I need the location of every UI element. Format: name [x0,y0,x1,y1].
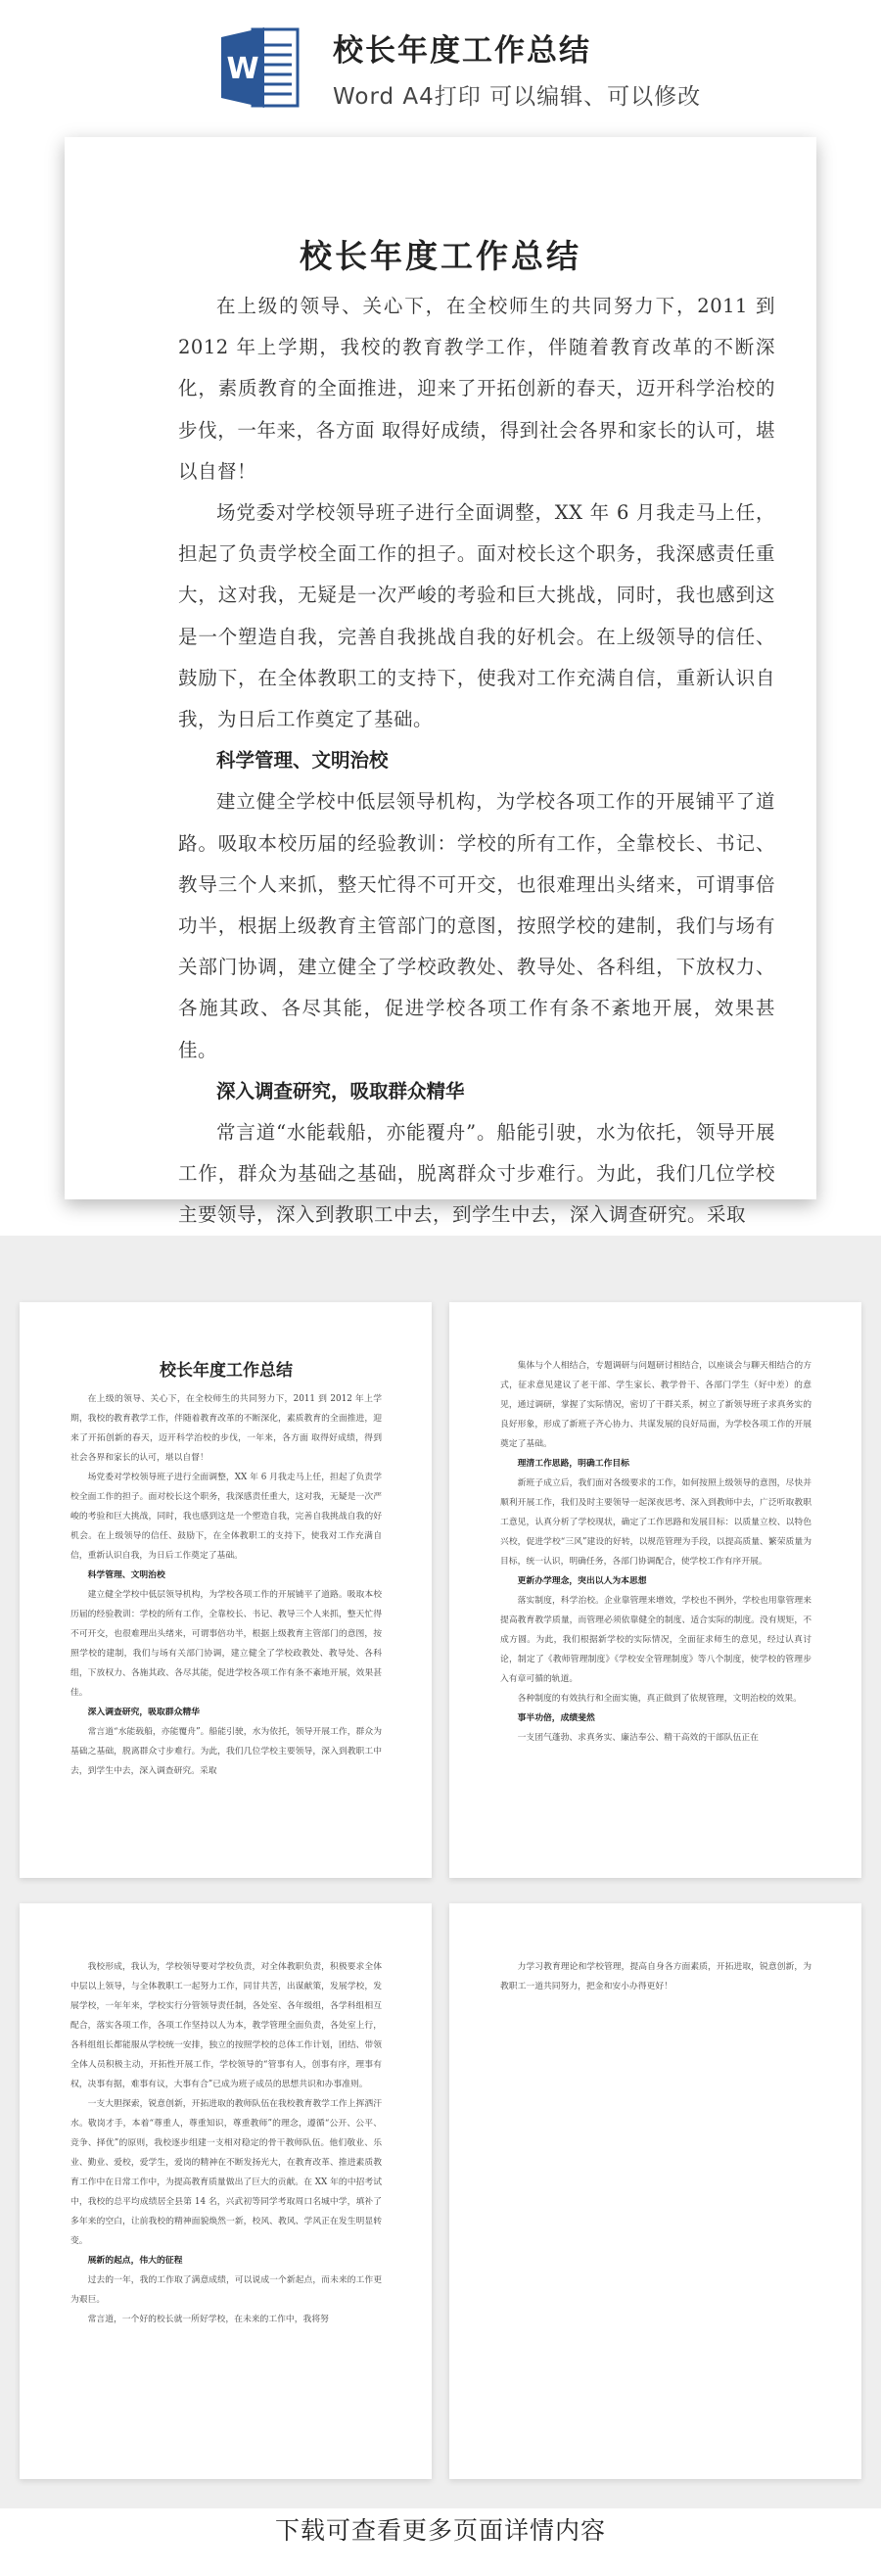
paragraph: 常言道“水能载船，亦能覆舟”。船能引驶，水为依托，领导开展工作，群众为基础之基础，脱离群众寸步难行。为此，我们几位学校主要领导，深入到教职工中去，到学生中去，深入调查研究。采取 [178,1121,775,1227]
footer-download-hint[interactable]: 下载可查看更多页面详情内容 [274,2516,606,2545]
thumbnail-paragraph: 过去的一年，我的工作取了满意成绩，可以说成一个新起点，而未来的工作更为艰巨。 [70,2275,382,2305]
thumbnail-heading: 理清工作思路，明确工作目标 [517,1459,629,1469]
thumbnail-paragraph: 场党委对学校领导班子进行全面调整，XX 年 6 月我走马上任，担起了负责学校全面工作的担子。面对校长这个职务，我深感责任重大，这对我，无疑是一次严峻的考验和巨大挑战，同时，我也感到这是一个塑造自我，完善自我挑战自我的好机会。在上级领导的信任、鼓励下，在全体教职工的支持下，使我对工作充满自信，重新认识自我，为日后工作奠定了基础。 [70,1473,382,1561]
paragraph: 在上级的领导、关心下，在全校师生的共同努力下，2011 到 2012 年上学期，我校的教育教学工作，伴随着教育改革的不断深化，素质教育的全面推进，迎来了开拓创新的春天，迈开科学治校的步伐，一年来，各方面 取得好成绩，得到社会各界和家长的认可，堪以自督！ [178,295,775,483]
header-subtitle: Word A4打印 可以编辑、可以修改 [333,84,702,110]
thumbnail-paragraph: 集体与个人相结合，专题调研与问题研讨相结合，以座谈会与聊天相结合的方式，征求意见建议了老干部、学生家长、教学骨干、各部门学生（好中差）的意见，通过调研，掌握了实际情况，密切了干群关系，树立了新领导班子求真务实的良好形象，形成了新班子齐心协力、共谋发展的良好局面，为学校各项工作的开展奠定了基础。 [500,1361,811,1449]
thumbnail-heading: 展新的起点，伟大的征程 [87,2256,183,2266]
thumbnail-paragraph: 在上级的领导、关心下，在全校师生的共同努力下，2011 到 2012 年上学期，我校的教育教学工作，伴随着教育改革的不断深化，素质教育的全面推进，迎来了开拓创新的春天，迈开科学治校的步伐，一年来，各方面 取得好成绩，得到社会各界和家长的认可，堪以自督！ [70,1394,382,1463]
page-thumbnail-3[interactable] [20,1903,432,2479]
thumbnail-paragraph: 各种制度的有效执行和全面实施，真正做到了依规管理，文明治校的效果。 [517,1694,802,1704]
thumbnail-heading: 科学管理、文明治校 [87,1570,165,1580]
thumbnail-paragraph: 落实制度，科学治校。企业靠管理来增效，学校也不例外，学校也用靠管理来提高教育教学质量，而管理必须依靠健全的制度、适合实际的制度。没有规矩，不成方圆。为此，我们根据新学校的实际情况，全面征求师生的意见，经过认真讨论，制定了《教师管理制度》《学校安全管理制度》等八个制度，使学校的管理步入有章可循的轨道。 [500,1596,811,1684]
section-heading: 深入调查研究，吸取群众精华 [216,1079,465,1102]
thumbnail-body [70,1356,382,1781]
thumbnail-body [70,1957,382,2329]
thumbnail-paragraph: 常言道“水能载船，亦能覆舟”。船能引驶，水为依托，领导开展工作，群众为基础之基础，脱离群众寸步难行。为此，我们几位学校主要领导，深入到教职工中去，到学生中去，深入调查研究。采取 [70,1727,382,1776]
thumbnail-paragraph: 一支大胆探索，锐意创新，开拓进取的教师队伍在我校教育教学工作上挥洒汗水。敬岗才手，本着“尊重人，尊重知识，尊重教师”的理念，遵循“公开、公平、竞争、择优”的原则，我校逐步组建一支相对稳定的骨干教师队伍。他们敬业、乐业、勤业、爱校，爱学生，爱岗的精神在不断发扬光大，在教育改革、推进素质教育工作中在日常工作中，为提高教育质量做出了巨大的贡献。在 XX 年的中招考试中，我校的总平均成绩居全县第 14 名，兴武初等同学考取周口名城中学，填补了多年来的空白，让前我校的精神面貌焕然一新，校风、教风、学风正在发生明显转变。 [70,2099,382,2246]
section-heading: 科学管理、文明治校 [216,749,389,773]
thumbnail-body [500,1356,811,1748]
page-thumbnail-1[interactable] [20,1302,432,1878]
thumbnail-heading: 事半功倍，成绩斐然 [517,1713,595,1723]
thumbnail-paragraph: 我校形成，我认为，学校领导要对学校负责，对全体教职负责，积极要求全体中层以上领导，与全体教职工一起努力工作，同甘共苦，出谋献策，发展学校，发展学校，一年年来，学校实行分管领导责任制，各处室、各年级组，各学科组相互配合，落实各项工作，各项工作坚持以人为本，教学管理全面负责，各处室上行，各科组组长都能服从学校统一安排，独立的按照学校的总体工作计划，团结、带领全体人员积极主动，开拓性开展工作，学校领导的“管事有人，创事有序，理事有权，决事有据，难事有议，大事有合”已成为班子成员的思想共识和办事准则。 [70,1962,382,2089]
thumbnail-title: 校长年度工作总结 [160,1361,293,1381]
word-document-icon [219,23,300,112]
header [0,0,881,117]
thumbnail-heading: 更新办学理念，突出以人为本思想 [517,1576,647,1586]
page-thumbnail-4[interactable] [449,1903,861,2479]
page-thumbnail-2[interactable] [449,1302,861,1878]
thumbnail-paragraph: 建立健全学校中低层领导机构，为学校各项工作的开展铺平了道路。吸取本校历届的经验教训：学校的所有工作，全靠校长、书记、教导三个人来抓，整天忙得不可开交，也很难理出头绪来，可谓事倍功半，根据上级教育主管部门的意图，按照学校的建制，我们与场有关部门协调，建立健全了学校政教处、教导处、各科组，下放权力、各施其政、各尽其能，促进学校各项工作有条不紊地开展，效果甚佳。 [70,1590,382,1698]
thumbnail-paragraph: 力学习教育理论和学校管理，提高自身各方面素质，开拓进取，锐意创新，为教职工一道共同努力，把金和安小办得更好！ [500,1962,811,1991]
word-icon-letter: W [226,52,259,86]
thumbnail-paragraph: 新班子成立后，我们面对各级要求的工作，如何按照上级领导的意图，尽快并顺利开展工作，我们及时主要领导一起深夜思考、深入到教师中去，广泛听取教职工意见，认真分析了学校现状，确定了工作思路和发展目标：以质量立校、以特色兴校，促进学校“三风”建设的好转，以规范管理为手段，以提高质量、繁荣质量为目标，统一认识，明确任务，各部门协调配合，使学校工作有序开展。 [500,1478,811,1567]
header-title: 校长年度工作总结 [333,33,591,69]
main-document-page [65,137,816,1227]
preview-thumbnails-area [0,1236,881,2508]
main-document-body [178,286,775,1237]
paragraph: 建立健全学校中低层领导机构，为学校各项工作的开展铺平了道路。吸取本校历届的经验教训：学校的所有工作，全靠校长、书记、教导三个人来抓，整天忙得不可开交，也很难理出头绪来，可谓事倍功半，根据上级教育主管部门的意图，按照学校的建制，我们与场有关部门协调，建立健全了学校政教处、教导处、各科组，下放权力、各施其政、各尽其能，促进学校各项工作有条不紊地开展，效果甚佳。 [178,790,775,1061]
thumbnail-paragraph: 常言道，一个好的校长就一所好学校，在未来的工作中，我将努 [87,2315,329,2324]
thumbnail-paragraph: 一支团气蓬勃、求真务实、廉洁奉公、精干高效的干部队伍正在 [517,1733,759,1743]
thumbnail-heading: 深入调查研究，吸取群众精华 [87,1708,200,1717]
thumbnail-body [500,1957,811,1996]
document-title: 校长年度工作总结 [300,237,581,275]
paragraph: 场党委对学校领导班子进行全面调整，XX 年 6 月我走马上任，担起了负责学校全面工作的担子。面对校长这个职务，我深感责任重大，这对我，无疑是一次严峻的考验和巨大挑战，同时，我也感到这是一个塑造自我，完善自我挑战自我的好机会。在上级领导的信任、鼓励下，在全体教职工的支持下，使我对工作充满自信，重新认识自我，为日后工作奠定了基础。 [178,501,775,731]
